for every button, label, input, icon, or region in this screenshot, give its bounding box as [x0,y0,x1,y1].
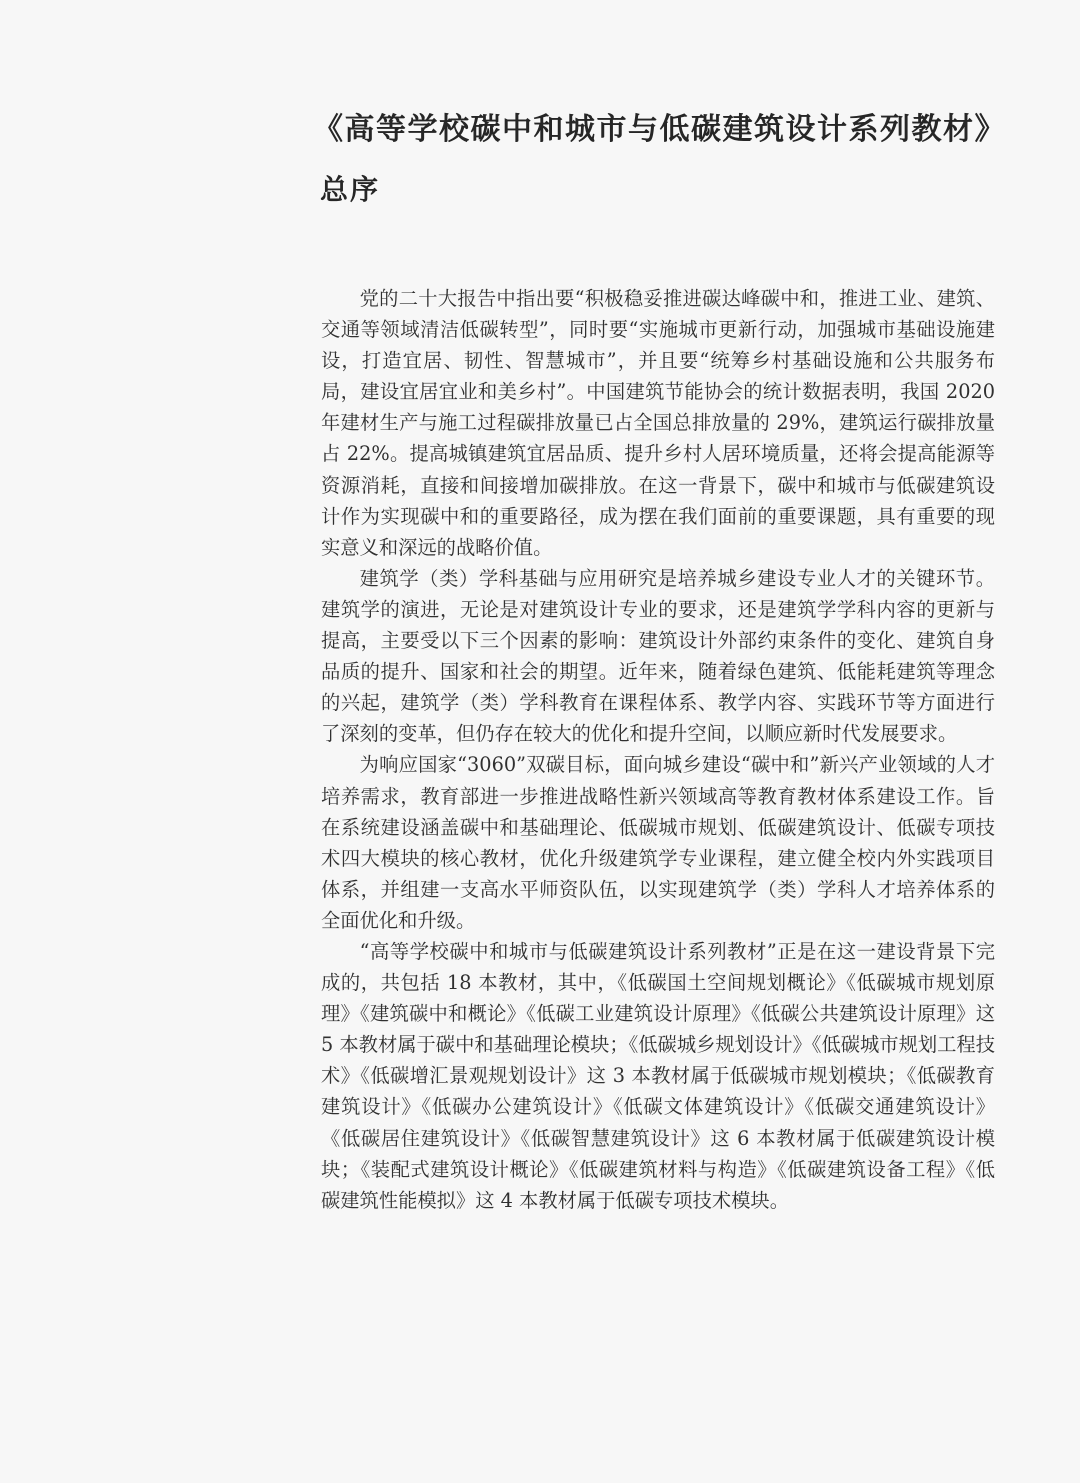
paragraph-2: 建筑学（类）学科基础与应用研究是培养城乡建设专业人才的关键环节。建筑学的演进，无论是对建筑设计专业的要求，还是建筑学学科内容的更新与提高，主要受以下三个因素的影响：建筑设计外部约束条件的变化、建筑自身品质的提升、国家和社会的期望。近年来，随着绿色建筑、低能耗建筑等理念的兴起，建筑学（类）学科教育在课程体系、教学内容、实践环节等方面进行了深刻的变革，但仍存在较大的优化和提升空间，以顺应新时代发展要求。 [321,566,995,746]
paragraph-3: 为响应国家“3060”双碳目标，面向城乡建设“碳中和”新兴产业领域的人才培养需求，教育部进一步推进战略性新兴领域高等教育教材体系建设工作。旨在系统建设涵盖碳中和基础理论、低碳城市规划、低碳建筑设计、低碳专项技术四大模块的核心教材，优化升级建筑学专业课程，建立健全校内外实践项目体系，并组建一支高水平师资队伍，以实现建筑学（类）学科人才培养体系的全面优化和升级。 [321,753,995,932]
body-text [321,283,995,1216]
series-title: 《高等学校碳中和城市与低碳建筑设计系列教材》 [313,112,1006,147]
paragraph-4: “高等学校碳中和城市与低碳建筑设计系列教材”正是在这一建设背景下完成的，共包括 18 本教材，其中，《低碳国土空间规划概论》《低碳城市规划原理》《建筑碳中和概论》《低碳工业建筑设计原理》《低碳公共建筑设计原理》这 5 本教材属于碳中和基础理论模块；《低碳城乡规划设计》《低碳城市规划工程技术》《低碳增汇景观规划设计》这 3 本教材属于低碳城市规划模块；《低碳教育建筑设计》《低碳办公建筑设计》《低碳文体建筑设计》《低碳交通建筑设计》《低碳居住建筑设计》《低碳智慧建筑设计》这 6 本教材属于低碳建筑设计模块；《装配式建筑设计概论》《低碳建筑材料与构造》《低碳建筑设备工程》《低碳建筑性能模拟》这 4 本教材属于低碳专项技术模块。 [321,939,995,1212]
section-heading: 总序 [320,173,381,206]
paragraph-1: 党的二十大报告中指出要“积极稳妥推进碳达峰碳中和，推进工业、建筑、交通等领域清洁低碳转型”，同时要“实施城市更新行动，加强城市基础设施建设，打造宜居、韧性、智慧城市”，并且要“统筹乡村基础设施和公共服务布局，建设宜居宜业和美乡村”。中国建筑节能协会的统计数据表明，我国 2020 年建材生产与施工过程碳排放量已占全国总排放量的 29%，建筑运行碳排放量占 22%。提高城镇建筑宜居品质、提升乡村人居环境质量，还将会提高能源等资源消耗，直接和间接增加碳排放。在这一背景下，碳中和城市与低碳建筑设计作为实现碳中和的重要路径，成为摆在我们面前的重要课题，具有重要的现实意义和深远的战略价值。 [321,287,995,559]
